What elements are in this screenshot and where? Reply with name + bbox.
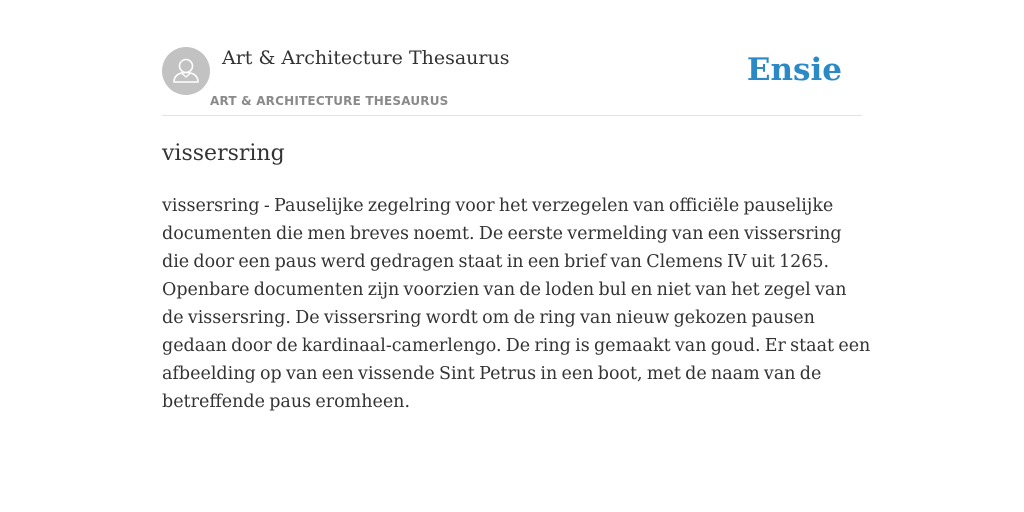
- source-subtitle[interactable]: ART & ARCHITECTURE THESAURUS: [210, 94, 449, 108]
- definition-text: vissersring - Pauselijke zegelring voor het verzegelen van officiële pauselijke documenten die men breves noemt. De eerste vermelding van een vissersring die door een paus werd gedragen staat in een brief van Clemens IV uit 1265. Openbare documenten zijn voorzien van de loden bul en niet van het zegel van de vissersring. De vissersring wordt om de ring van nieuw gekozen pausen gedaan door de kardinaal-camerlengo. De ring is gemaakt van goud. Er staat een afbeelding op van een vissende Sint Petrus in een boot, met de naam van de betreffende paus eromheen.: [162, 196, 871, 412]
- brand-logo[interactable]: Ensie: [746, 52, 842, 88]
- source-title[interactable]: Art & Architecture Thesaurus: [222, 47, 510, 69]
- page-title: vissersring: [162, 141, 285, 166]
- avatar[interactable]: [162, 47, 210, 95]
- user-icon: [162, 47, 210, 95]
- page-header: [162, 0, 862, 116]
- page-container: [162, 0, 871, 512]
